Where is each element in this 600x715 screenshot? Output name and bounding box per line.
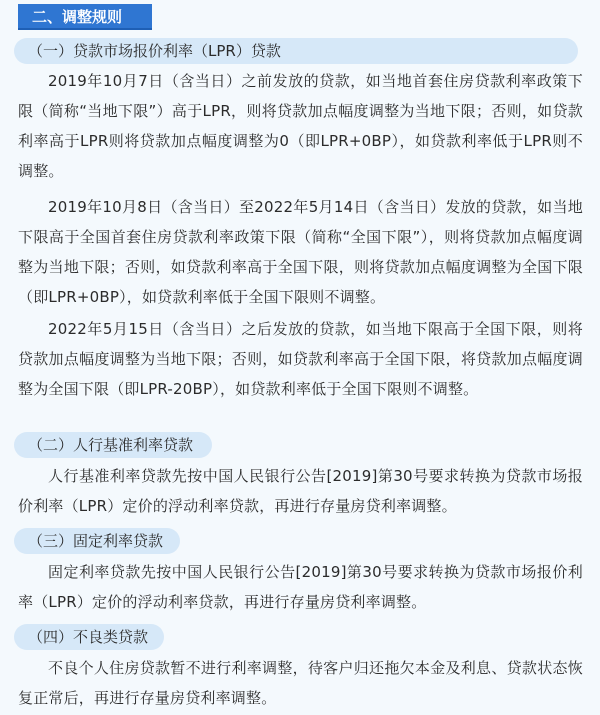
- subsection-heading-lpr: （一）贷款市场报价利率（LPR）贷款: [14, 38, 578, 64]
- paragraph-lpr-before-2019: 2019年10月7日（含当日）之前发放的贷款，如当地首套住房贷款利率政策下限（简称“当地下限”）高于LPR，则将贷款加点幅度调整为当地下限；否则，如贷款利率高于LPR则将贷款加点幅度调整为0（即LPR+0BP），如贷款利率低于LPR则不调整。: [18, 72, 583, 180]
- subsection-heading-nonperforming: （四）不良类贷款: [14, 624, 164, 650]
- paragraph-nonperforming: 不良个人住房贷款暂不进行利率调整，待客户归还拖欠本金及利息、贷款状态恢复正常后，再进行存量房贷利率调整。: [18, 659, 583, 707]
- paragraph-lpr-2019-2022: 2019年10月8日（含当日）至2022年5月14日（含当日）发放的贷款，如当地下限高于全国首套住房贷款利率政策下限（简称“全国下限”），则将贷款加点幅度调整为当地下限；否则，如贷款利率高于全国下限，则将贷款加点幅度调整为全国下限（即LPR+0BP），如贷款利率低于全国下限则不调整。: [18, 198, 583, 306]
- paragraph-lpr-after-2022: 2022年5月15日（含当日）之后发放的贷款，如当地下限高于全国下限，则将贷款加点幅度调整为当地下限；否则，如贷款利率高于全国下限，将贷款加点幅度调整为全国下限（即LPR-20BP），如贷款利率低于全国下限则不调整。: [18, 320, 583, 398]
- section-title: 二、调整规则: [18, 4, 152, 30]
- subsection-heading-fixed: （三）固定利率贷款: [14, 528, 180, 554]
- subsection-heading-benchmark: （二）人行基准利率贷款: [14, 432, 212, 458]
- paragraph-benchmark: 人行基准利率贷款先按中国人民银行公告[2019]第30号要求转换为贷款市场报价利率（LPR）定价的浮动利率贷款，再进行存量房贷利率调整。: [18, 467, 583, 515]
- paragraph-fixed: 固定利率贷款先按中国人民银行公告[2019]第30号要求转换为贷款市场报价利率（LPR）定价的浮动利率贷款，再进行存量房贷利率调整。: [18, 563, 583, 611]
